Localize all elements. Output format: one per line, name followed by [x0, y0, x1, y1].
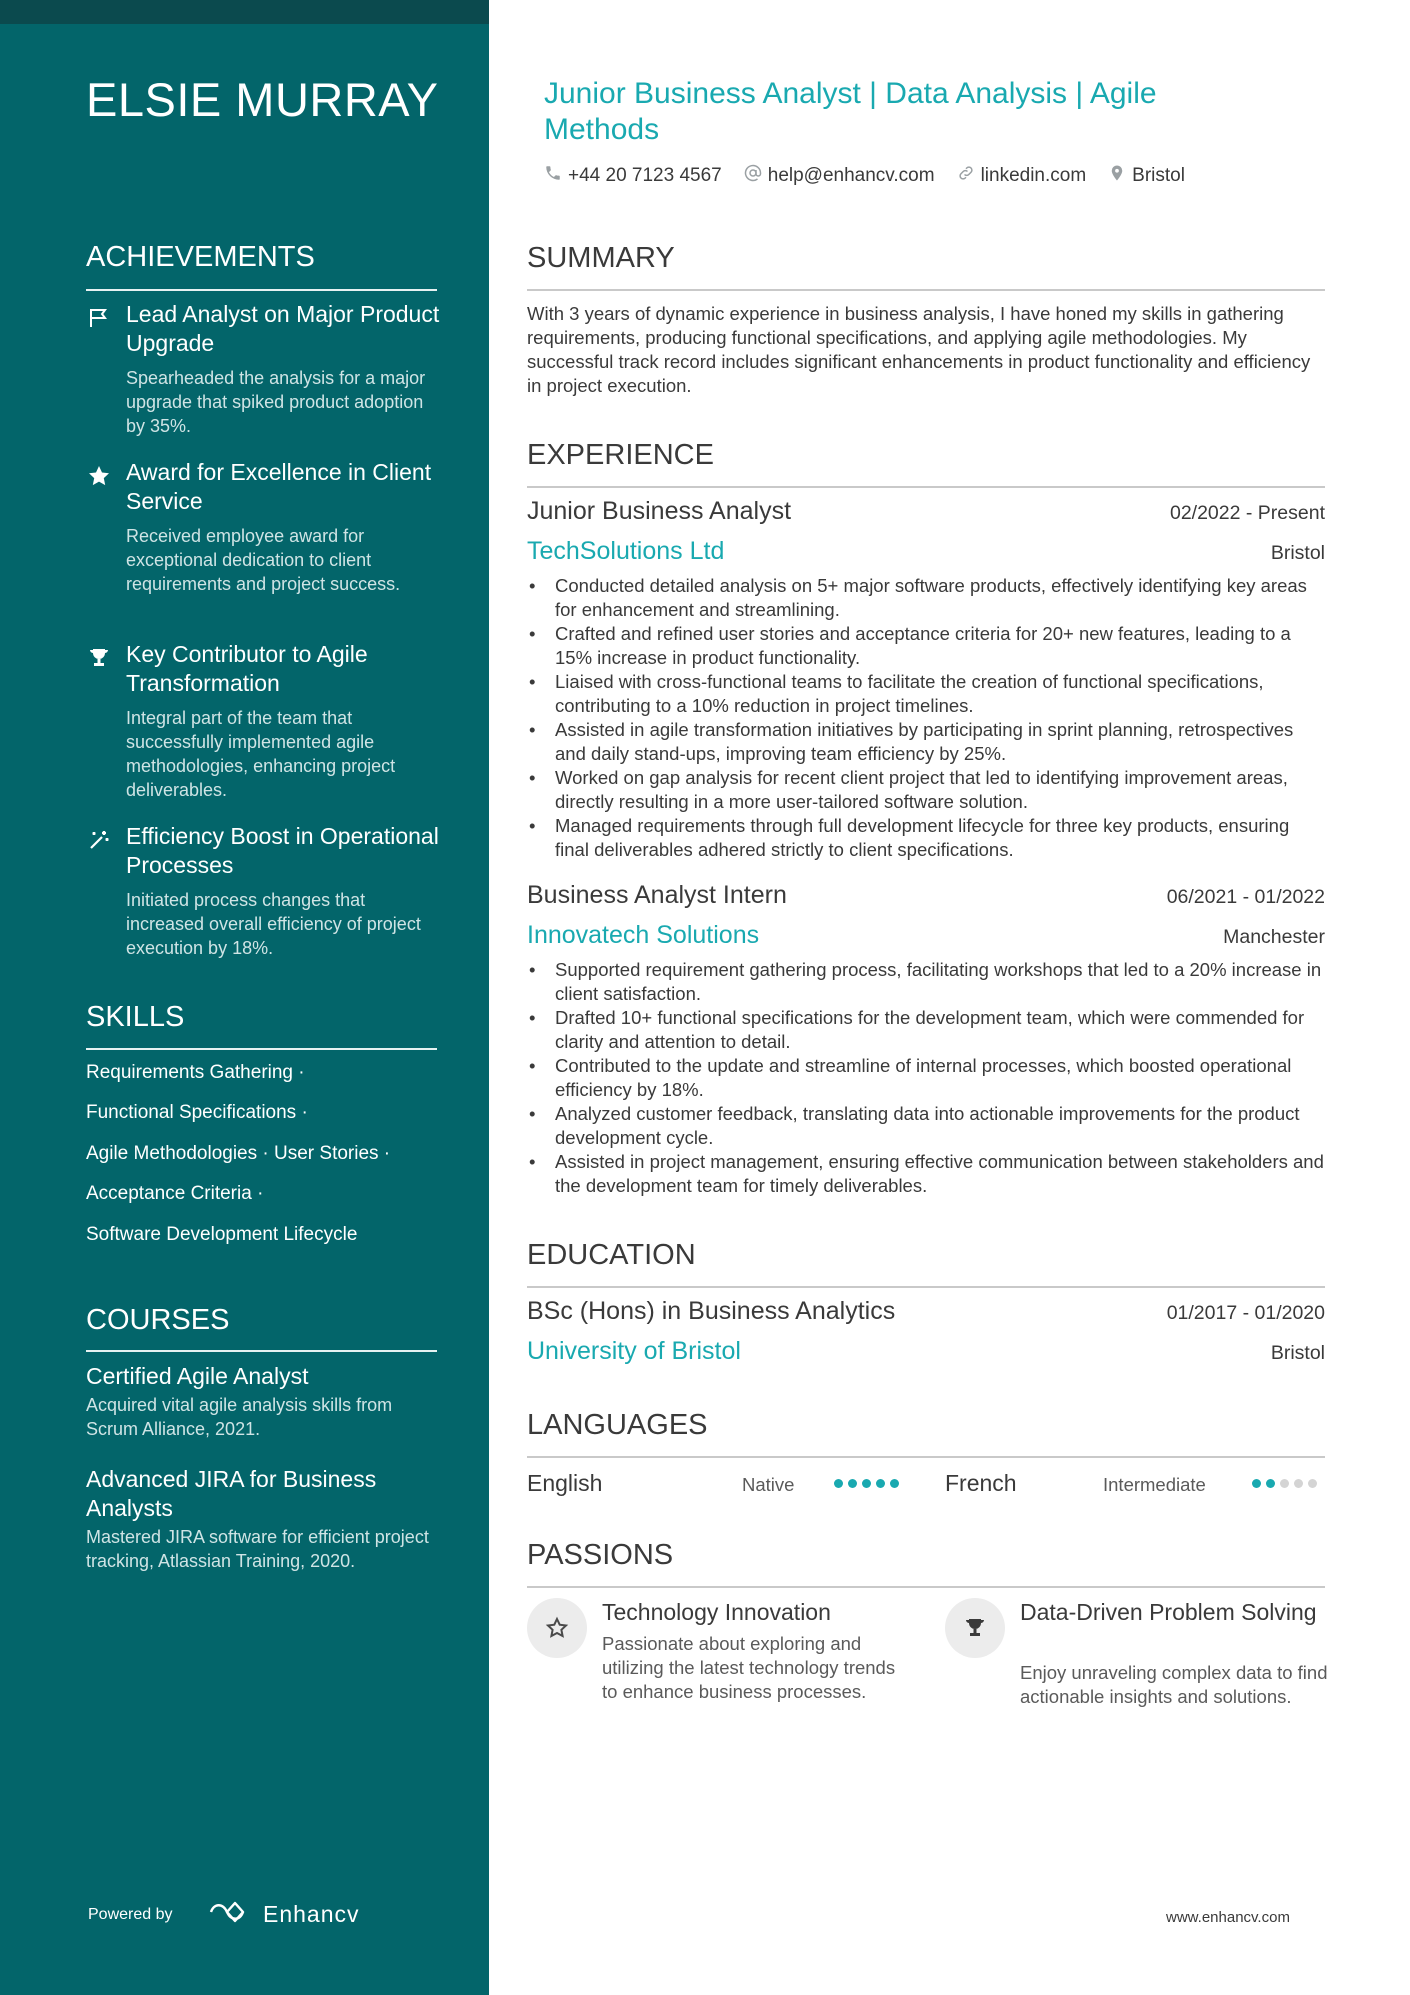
- enhancv-logo-icon: [207, 1899, 255, 1930]
- job-dates: 06/2021 - 01/2022: [1166, 886, 1325, 908]
- job-title: Junior Business Analyst: [527, 497, 792, 525]
- star-outline-icon: [527, 1598, 587, 1658]
- course-title: Advanced JIRA for Business Analysts: [86, 1466, 377, 1521]
- rating-dot-filled: [834, 1479, 843, 1488]
- footer-url[interactable]: www.enhancv.com: [1166, 1909, 1290, 1926]
- rating-dot-filled: [890, 1479, 899, 1488]
- skill-line: Functional Specifications ·: [86, 1102, 308, 1123]
- passion-title: Data-Driven Problem Solving: [1020, 1599, 1317, 1625]
- magic-wand-icon: [86, 828, 112, 854]
- sidebar-top-bar: [0, 0, 489, 24]
- education-rule: [527, 1286, 1325, 1288]
- bullet-item: • Supported requirement gathering process, facilitating workshops that led to a 20% increase in client satisfaction.: [527, 958, 1327, 1006]
- achievement-title: Key Contributor to Agile Transformation: [126, 641, 368, 696]
- education-school-row: [527, 1337, 1325, 1366]
- contact-bar: [544, 164, 1185, 187]
- passions-rule: [527, 1586, 1325, 1588]
- achievement-desc: Received employee award for exceptional dedication to client requirements and project success.: [126, 526, 401, 594]
- job-company-row: [527, 921, 1325, 950]
- course-desc: Mastered JIRA software for efficient project tracking, Atlassian Training, 2020.: [86, 1527, 429, 1571]
- passion-desc: Enjoy unraveling complex data to find actionable insights and solutions.: [1020, 1662, 1328, 1707]
- job-bullets: [527, 958, 1327, 1198]
- achievements-title: ACHIEVEMENTS: [86, 241, 315, 273]
- job-company: TechSolutions Ltd: [527, 537, 725, 565]
- summary-title: SUMMARY: [527, 242, 675, 274]
- rating-dot-filled: [848, 1479, 857, 1488]
- experience-title: EXPERIENCE: [527, 439, 714, 471]
- rating-dot-filled: [876, 1479, 885, 1488]
- achievement-title: Lead Analyst on Major Product Upgrade: [126, 301, 440, 356]
- trophy-icon: [86, 646, 112, 672]
- course-title: Certified Agile Analyst: [86, 1363, 309, 1389]
- education-location: Bristol: [1270, 1342, 1325, 1364]
- contact-location: [1108, 164, 1185, 187]
- rating-dot-empty: [1308, 1479, 1317, 1488]
- trophy-icon: [945, 1598, 1005, 1658]
- achievement-desc: Initiated process changes that increased overall efficiency of project execution by 18%.: [126, 890, 421, 958]
- languages-rule: [527, 1456, 1325, 1458]
- languages-title: LANGUAGES: [527, 1409, 708, 1441]
- phone-text: +44 20 7123 4567: [568, 164, 722, 186]
- achievement-desc: Integral part of the team that successfully implemented agile methodologies, enhancing project deliverables.: [126, 708, 396, 800]
- language-rating: [834, 1479, 899, 1488]
- rating-dot-filled: [1266, 1479, 1275, 1488]
- flag-icon: [86, 306, 112, 332]
- bullet-item: • Assisted in agile transformation initiatives by participating in sprint planning, retrospectives and daily stand-ups, improving team efficiency by 25%.: [527, 718, 1327, 766]
- at-icon: [744, 164, 762, 187]
- education-dates: 01/2017 - 01/2020: [1166, 1302, 1325, 1324]
- job-dates: 02/2022 - Present: [1169, 502, 1325, 524]
- summary-rule: [527, 289, 1325, 291]
- experience-rule: [527, 486, 1325, 488]
- bullet-item: • Contributed to the update and streamline of internal processes, which boosted operational efficiency by 18%.: [527, 1054, 1327, 1102]
- bullet-item: • Assisted in project management, ensuring effective communication between stakeholders and the development team for timely deliverables.: [527, 1150, 1327, 1198]
- rating-dot-filled: [1252, 1479, 1261, 1488]
- education-title: EDUCATION: [527, 1239, 696, 1271]
- job-title: Business Analyst Intern: [527, 881, 787, 909]
- phone-icon: [544, 164, 562, 187]
- achievement-title: Efficiency Boost in Operational Processes: [126, 823, 439, 878]
- location-text: Bristol: [1132, 164, 1185, 186]
- course-item: [86, 1465, 446, 1573]
- bullet-item: • Crafted and refined user stories and acceptance criteria for 20+ new features, leading to a 15% increase in product functionality.: [527, 622, 1327, 670]
- skill-line: Agile Methodologies · User Stories ·: [86, 1143, 391, 1164]
- bullet-item: • Worked on gap analysis for recent client project that led to identifying improvement areas, directly resulting in a more user-tailored software solution.: [527, 766, 1327, 814]
- job-header: [527, 881, 1325, 910]
- job-location: Manchester: [1223, 926, 1325, 948]
- job-company-row: [527, 537, 1325, 566]
- star-icon: [86, 464, 112, 490]
- language-name: English: [527, 1470, 603, 1496]
- language-name: French: [945, 1470, 1017, 1496]
- bullet-item: • Liaised with cross-functional teams to facilitate the creation of functional specifications, contributing to a 10% reduction in project timelines.: [527, 670, 1327, 718]
- linkedin-text: linkedin.com: [980, 164, 1087, 186]
- enhancv-logo[interactable]: [207, 1899, 360, 1930]
- sidebar: [0, 0, 489, 1995]
- courses-title: COURSES: [86, 1304, 230, 1336]
- contact-email[interactable]: [744, 164, 935, 187]
- courses-rule: [86, 1350, 437, 1352]
- contact-phone[interactable]: [544, 164, 722, 187]
- rating-dot-empty: [1280, 1479, 1289, 1488]
- course-item: [86, 1362, 446, 1441]
- link-icon: [957, 164, 975, 187]
- contact-linkedin[interactable]: [957, 164, 1087, 187]
- job-company: Innovatech Solutions: [527, 921, 760, 949]
- achievement-desc: Spearheaded the analysis for a major upgrade that spiked product adoption by 35%.: [126, 368, 426, 436]
- language-level: Intermediate: [1103, 1474, 1206, 1495]
- powered-by-label: Powered by: [88, 1906, 173, 1923]
- email-text: help@enhancv.com: [767, 164, 935, 186]
- bullet-item: • Conducted detailed analysis on 5+ major software products, effectively identifying key areas for enhancement and streamlining.: [527, 574, 1327, 622]
- education-degree: BSc (Hons) in Business Analytics: [527, 1297, 896, 1325]
- enhancv-brand-text: Enhancv: [263, 1901, 360, 1927]
- skills-rule: [86, 1048, 437, 1050]
- skill-line: Software Development Lifecycle: [86, 1224, 358, 1245]
- bullet-item: • Managed requirements through full development lifecycle for three key products, ensuring final deliverables adhered strictly to client specifications.: [527, 814, 1327, 862]
- rating-dot-filled: [862, 1479, 871, 1488]
- job-header: [527, 497, 1325, 526]
- skills-title: SKILLS: [86, 1001, 185, 1033]
- job-bullets: [527, 574, 1327, 862]
- achievements-rule: [86, 289, 437, 291]
- language-level: Native: [742, 1474, 795, 1495]
- summary-text: With 3 years of dynamic experience in business analysis, I have honed my skills in gathering requirements, producing functional specifications, and applying agile methodologies. My successful track record includes significant enhancements in product functionality and efficiency in project execution.: [527, 303, 1311, 396]
- education-school: University of Bristol: [527, 1337, 741, 1365]
- passions-title: PASSIONS: [527, 1539, 674, 1571]
- passion-desc: Passionate about exploring and utilizing the latest technology trends to enhance business processes.: [602, 1633, 896, 1702]
- skill-line: Requirements Gathering ·: [86, 1062, 305, 1083]
- location-pin-icon: [1108, 164, 1126, 187]
- achievement-title: Award for Excellence in Client Service: [126, 459, 432, 514]
- education-header: [527, 1297, 1325, 1326]
- bullet-item: • Drafted 10+ functional specifications for the development team, which were commended for clarity and attention to detail.: [527, 1006, 1327, 1054]
- passion-title: Technology Innovation: [602, 1599, 831, 1625]
- headline: Junior Business Analyst | Data Analysis | Agile Methods: [544, 77, 1157, 146]
- bullet-item: • Analyzed customer feedback, translating data into actionable improvements for the product development cycle.: [527, 1102, 1327, 1150]
- rating-dot-empty: [1294, 1479, 1303, 1488]
- job-location: Bristol: [1270, 542, 1325, 564]
- language-rating: [1252, 1479, 1317, 1488]
- person-name: ELSIE MURRAY: [86, 73, 439, 126]
- skill-line: Acceptance Criteria ·: [86, 1183, 264, 1204]
- course-desc: Acquired vital agile analysis skills from Scrum Alliance, 2021.: [86, 1395, 393, 1439]
